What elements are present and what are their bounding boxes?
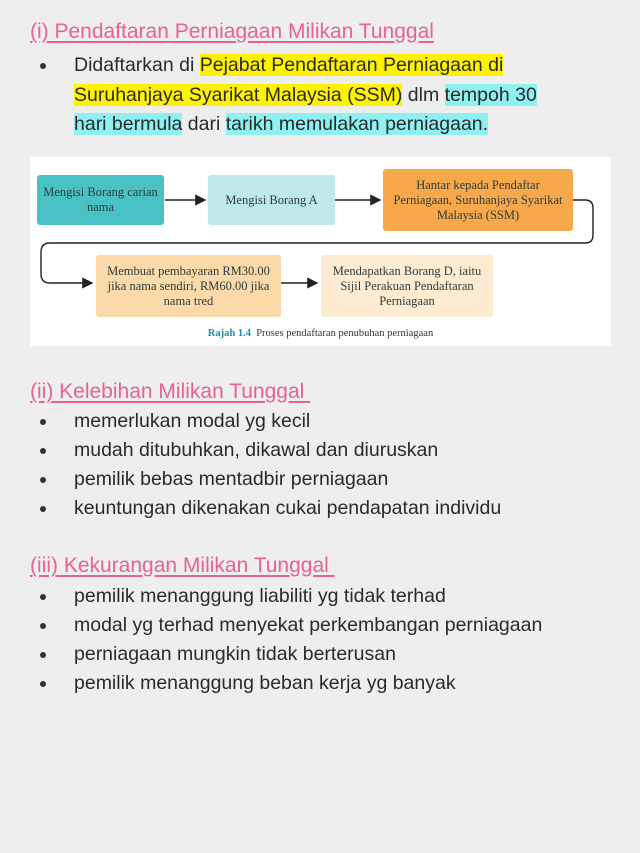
intro-text: dlm [402,83,445,106]
caption-text: Proses pendaftaran penubuhan perniagaan [256,328,434,339]
flow-box-1: Mengisi Borang carian nama [37,175,164,225]
list-item-text: mudah ditubuhkan, dikawal dan diuruskan [74,439,439,461]
list-item [0,611,640,640]
list-item-text: memerlukan modal yg kecil [74,410,311,432]
section-3-heading: (iii) Kekurangan Milikan Tunggal [30,554,335,577]
intro-text: Didaftarkan di [74,54,200,76]
list-item-text: pemilik menanggung beban kerja yg banyak [74,672,456,694]
list-item-text: perniagaan mungkin tidak berterusan [74,643,396,665]
list-item [0,465,640,494]
bullet-dot [40,681,46,687]
highlight-cyan: tarikh memulakan perniagaan. [225,113,489,135]
highlight-cyan: tempoh 30 [444,83,537,106]
section-1-heading: (i) Pendaftaran Perniagaan Milikan Tunggal [30,20,434,43]
bullet-dot [40,419,46,425]
section-2-heading: (ii) Kelebihan Milikan Tunggal [30,380,311,403]
section-1-intro [74,51,614,140]
flow-box-4: Membuat pembayaran RM30.00 jika nama sendiri, RM60.00 jika nama tred [96,255,281,317]
bullet-dot [40,448,46,454]
figure-caption [30,328,611,339]
list-item [0,436,640,465]
list-item [0,407,640,436]
list-item-text: modal yg terhad menyekat perkembangan perniagaan [74,614,543,636]
flowchart-figure [30,157,611,346]
list-item [0,669,640,698]
list-item-text: pemilik bebas mentadbir perniagaan [74,468,389,490]
flow-box-2: Mengisi Borang A [208,175,335,225]
intro-text: dari [182,113,226,135]
list-item [0,582,640,611]
flow-box-3: Hantar kepada Pendaftar Perniagaan, Suruhanjaya Syarikat Malaysia (SSM) [383,169,573,231]
list-item [0,494,640,523]
list-item-text: pemilik menanggung liabiliti yg tidak terhad [74,585,446,607]
bullet-dot [40,623,46,629]
bullet-dot [40,652,46,658]
list-item [0,640,640,669]
bullet-dot [40,477,46,483]
bullet-dot [40,63,46,69]
disadvantages-list [0,582,640,698]
list-item-text: keuntungan dikenakan cukai pendapatan individu [74,497,502,519]
flow-box-5: Mendapatkan Borang D, iaitu Sijil Perakuan Pendaftaran Perniagaan [321,255,493,317]
highlight-yellow: Pejabat Pendaftaran Perniagaan di [199,54,504,76]
caption-label: Rajah 1.4 [207,328,251,339]
bullet-dot [40,506,46,512]
bullet-dot [40,594,46,600]
highlight-cyan: hari bermula [74,113,183,135]
highlight-yellow: Suruhanjaya Syarikat Malaysia (SSM) [74,83,403,106]
advantages-list [0,407,640,523]
